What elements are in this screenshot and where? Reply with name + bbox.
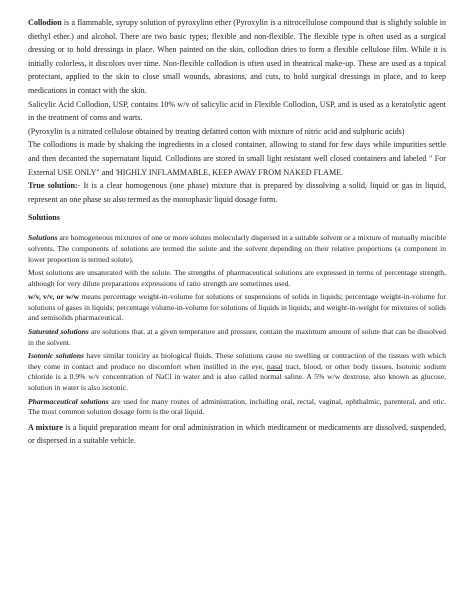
unsaturated-paragraph: Most solutions are unsaturated with the solute. The strengths of pharmaceutical solutions are expressed in terms of percentage strength, although for very dilute preparations expressions of ratio strength are sometimes used. bbox=[28, 268, 446, 288]
true-solution-paragraph bbox=[28, 179, 446, 206]
pharmaceutical-paragraph bbox=[28, 397, 446, 418]
solutions-body: are homogeneous mixtures of one or more solutes molecularly dispersed in a suitable solvent or a mixture of mutually miscible solvents. The components of solutions are termed the solute and the solvent depending on their relative proportions (a component in lower proportion is termed solute). bbox=[28, 233, 447, 264]
saturated-solutions-term: solutions bbox=[60, 327, 89, 337]
collodion-paragraph bbox=[28, 16, 446, 98]
isotonic-paragraph bbox=[28, 351, 446, 393]
saturated-body: are solutions that, at a given temperature and pressure, contain the maximum amount of solute that can be dissolved in the solvent. bbox=[28, 327, 446, 347]
pharmaceutical-term: Pharmaceutical solutions bbox=[28, 396, 109, 406]
pyroxylin-paragraph: (Pyroxylin is a nitrated cellulose obtained by treating defatted cotton with mixture of nitric acid and sulphuric acids) bbox=[28, 126, 405, 136]
saturated-term: Saturated bbox=[28, 327, 59, 337]
isotonic-body-2: tract, blood, or other body tissues. Isotonic sodium chloride is a 0.9% w/v concentration of NaCl in water and is also called normal saline. A 5% w/w dextrose, also known as glucose, solution in water is also isotonic. bbox=[28, 361, 446, 393]
strength-body: means percentage weight-in-volume for solutions or suspensions of solids in liquids; percentage weight-in-volume for solutions of gases in liquids; percentage volume-in-volume for solutions of liquids in liquids; and weight-in-weight for mixtures of solids and semisolids pharmaceutical. bbox=[28, 292, 446, 323]
true-solution-term: True solution: bbox=[28, 181, 78, 191]
collodion-preparation-paragraph: The collodions is made by shaking the ingredients in a closed container, allowing to stand for few days while impurities settle and then decanted the supernatant liquid. Collodions are stored in small light resistant well closed containers and labeled " For External USE ONLY" and 'HIGHLY INFLAMMABLE, KEEP AWAY FROM NAKED FLAME. bbox=[28, 140, 446, 177]
strength-paragraph bbox=[28, 292, 446, 324]
pharmaceutical-body: are used for many routes of administration, including oral, rectal, vaginal, ophthalmic, parenteral, and otic. The most common solution dosage form is the oral liquid. bbox=[28, 396, 446, 417]
nasal-word: nasal bbox=[266, 361, 283, 371]
solutions-paragraph bbox=[28, 233, 446, 265]
salicylic-paragraph: Salicylic Acid Collodion, USP, contains 10% w/v of salicylic acid in Flexible Collodion, USP, and is used as a keratolytic agent in the treatment of corns and warts. bbox=[28, 99, 446, 123]
isotonic-body-1: have similar tonicity as biological fluids. These solutions cause no swelling or contraction of the tissues with which they come in contact and produce no discomfort when instilled in the eye, bbox=[28, 351, 446, 371]
true-solution-body: - It is a clear homogenous (one phase) mixture that is prepared by dissolving a solid, liquid or gas in liquid, represent an one phase so also termed as the monophasic liquid dosage form. bbox=[28, 181, 446, 204]
saturated-paragraph bbox=[28, 327, 446, 348]
collodion-term: Collodion bbox=[28, 18, 62, 27]
mixture-paragraph bbox=[28, 421, 446, 448]
mixture-body: is a liquid preparation meant for oral administration in which medicament or medicaments are dissolved, suspended, or dispersed in a suitable vehicle. bbox=[28, 422, 446, 446]
strength-term: w/v, v/v, or w/w bbox=[28, 292, 80, 302]
collodion-body: is a flammable, syrupy solution of pyroxylinn ether (Pyroxylin is a nitrocellulose compound that is slightly soluble in diethyl ether.) and alcohol. There are two basic types; flexible and non-flexible. The flexible type is often used as a surgical dressing or to hold dressings in place. When painted on the skin, collodion dries to form a flexible cellulose film. While it is initially colorless, it discolors over time. Non-flexible collodion is often used in theatrical make-up. These are used as a topical protectant, applied to the skin to close small wounds, abrasions, and cuts, to hold surgical dressings in place, and to keep medications in contact with the skin. bbox=[28, 18, 446, 95]
solutions-term: Solutions bbox=[28, 233, 58, 243]
mixture-term: A mixture bbox=[28, 422, 63, 432]
isotonic-term: Isotonic solutions bbox=[28, 351, 85, 361]
solutions-heading: Solutions bbox=[28, 213, 60, 223]
